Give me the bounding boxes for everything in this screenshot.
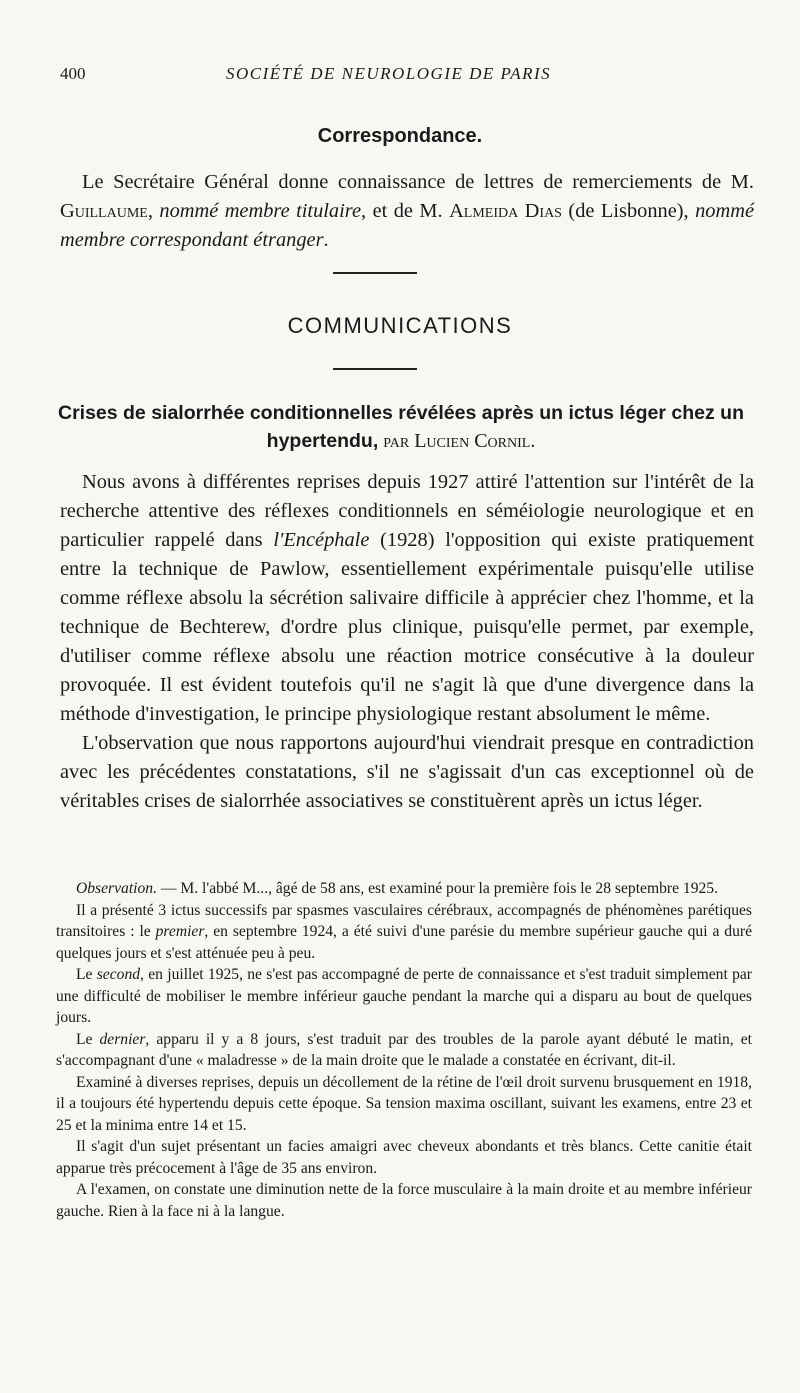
- corr-text: (de Lisbonne),: [561, 200, 696, 222]
- observation-paragraph: A l'examen, on constate une diminution nette de la force musculaire à la main droite et au membre inférieur gauche. Rien à la face ni à la langue.: [56, 1181, 752, 1220]
- section-divider: [333, 272, 417, 274]
- paragraph: L'observation que nous rapportons aujourd'hui viendrait presque en contradiction avec les précédentes constatations, s'il ne s'agissait d'un cas exceptionnel où de véritables crises de sialorrhée associatives se constituèrent après un ictus léger.: [60, 732, 754, 812]
- observation-text: Il a présenté 3 ictus successifs par spasmes vasculaires cérébraux, accompagnés de phénomènes parétiques transitoires : le: [56, 901, 752, 940]
- observation-text: , en juillet 1925, ne s'est pas accompagné de perte de connaissance et s'est traduit simplement par une difficulté de mobiliser le membre inférieur gauche pendant la marche qui a disparu au bout de quelques jours.: [56, 966, 752, 1026]
- observation-text: , en septembre 1924, a été suivi d'une parésie du membre supérieur gauche qui a duré quelques jours et s'est atténuée peu à peu.: [56, 923, 753, 962]
- corr-text: .: [323, 229, 329, 251]
- observation-paragraph: [56, 878, 752, 900]
- observation-emphasis: dernier: [99, 1030, 146, 1048]
- observation-block: [56, 878, 752, 1222]
- journal-title: SOCIÉTÉ DE NEUROLOGIE DE PARIS: [226, 64, 552, 83]
- observation-text: Le: [76, 966, 97, 983]
- by-text: par: [378, 430, 415, 452]
- article-body: [60, 468, 754, 816]
- observation-text: — M. l'abbé M..., âgé de 58 ans, est examiné pour la première fois le 28 septembre 1925.: [157, 880, 718, 897]
- running-head: [60, 64, 750, 90]
- correspondance-heading: Correspondance.: [317, 125, 483, 147]
- journal-reference: l'Encéphale: [273, 529, 370, 551]
- article-title-text: Crises de sialorrhée conditionnelles révélées après un ictus léger chez un hypertendu,: [57, 402, 744, 452]
- author-end: .: [530, 430, 536, 452]
- corr-text: et de M.: [366, 200, 450, 222]
- member-role: nommé membre titulaire,: [159, 200, 367, 222]
- paragraph-text: (1928) l'opposition qui existe pratiquement entre la technique de Pawlow, essentiellement expérimentale puisqu'elle utilise comme réflexe absolu la sécrétion salivaire difficile à apprécier chez l'homme, et la technique de Bechterew, d'ordre plus clinique, puisqu'elle permet, par exemple, d'utiliser comme réflexe absolu une réaction motrice consécutive à la douleur provoquée. Il est évident toutefois qu'il ne s'agit là que d'une divergence dans la méthode d'investigation, le principe physiologique restant absolument le même.: [60, 529, 754, 725]
- observation-emphasis: premier: [155, 923, 205, 940]
- observation-emphasis: second: [96, 966, 141, 983]
- communications-heading: COMMUNICATIONS: [287, 313, 513, 338]
- observation-label: Observation.: [76, 880, 157, 897]
- paragraph: [60, 468, 754, 729]
- article-author: Lucien Cornil: [414, 430, 531, 452]
- correspondance-paragraph: [60, 168, 754, 255]
- corr-text: ,: [147, 200, 160, 222]
- observation-text: , apparu il y a 8 jours, s'est traduit par des troubles de la parole ayant débuté le matin, et s'accompagnant d'une « maladresse » de la main droite que le malade a constatée en écrivant, dit-il.: [56, 1030, 752, 1069]
- page-number: 400: [60, 64, 86, 83]
- member-name: Almeida Dias: [449, 200, 562, 222]
- observation-paragraph: [56, 964, 752, 1029]
- paragraph-text: Nous avons à différentes reprises depuis 1927 attiré l'attention sur l'intérêt de la recherche attentive des réflexes conditionnels en séméiologie neurologique et en particulier rappelé dans: [60, 471, 754, 551]
- observation-paragraph: [56, 1029, 752, 1072]
- article-title: [40, 399, 762, 455]
- observation-paragraph: [56, 900, 752, 965]
- corr-text: Le Secrétaire Général donne connaissance de lettres de remerciements de M.: [82, 171, 754, 193]
- member-name: Guillaume: [60, 200, 148, 222]
- observation-paragraph: Il s'agit d'un sujet présentant un facies amaigri avec cheveux abondants et très blancs. Cette canitie était apparue très précocement à l'âge de 35 ans environ.: [56, 1138, 752, 1177]
- member-role: nommé membre correspondant étranger: [60, 200, 755, 251]
- observation-text: Le: [76, 1030, 100, 1048]
- section-divider: [333, 368, 417, 370]
- observation-paragraph: Examiné à diverses reprises, depuis un décollement de la rétine de l'œil droit survenu brusquement en 1918, il a toujours été hypertendu depuis cette époque. Sa tension maxima oscillant, suivant les examens, entre 23 et 25 et la minima entre 14 et 15.: [56, 1073, 752, 1134]
